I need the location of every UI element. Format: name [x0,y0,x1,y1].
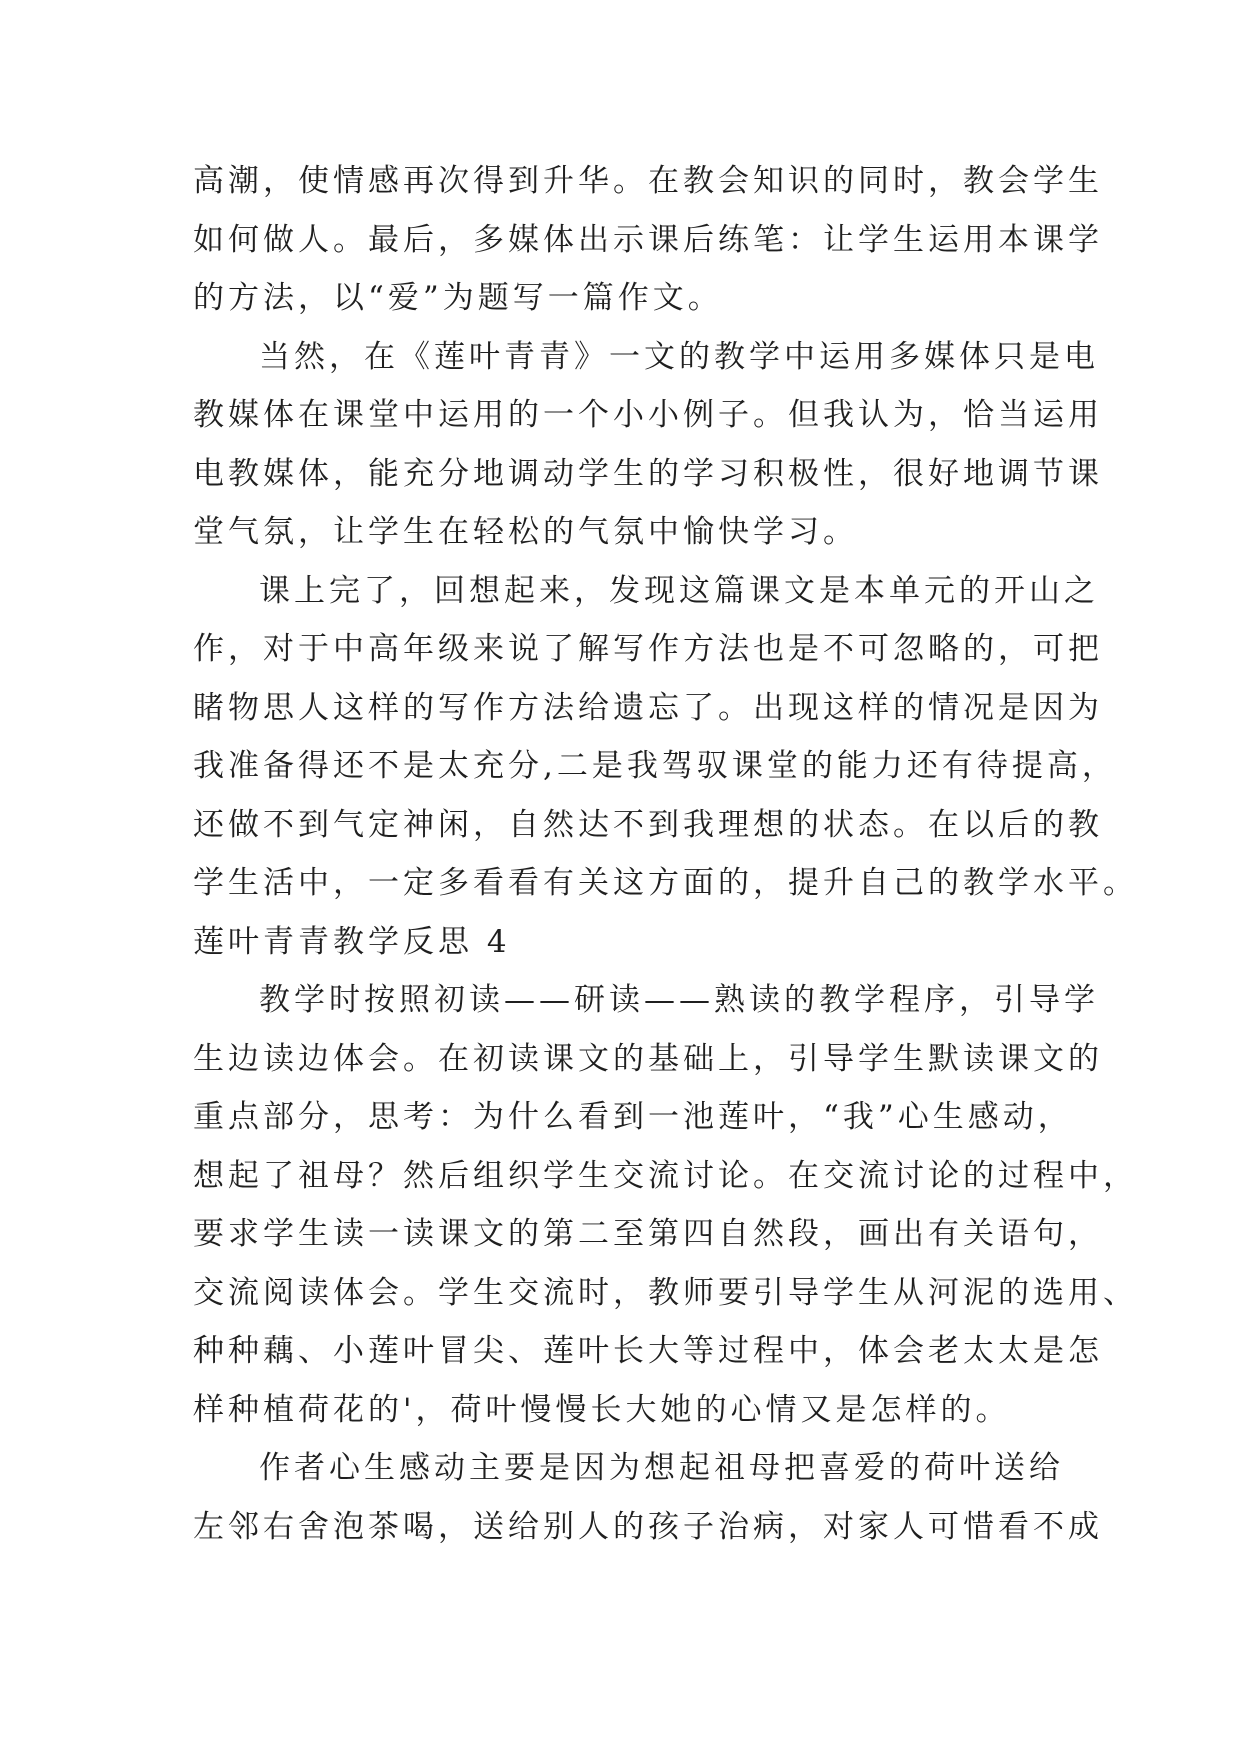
text-line: 左邻右舍泡茶喝，送给别人的孩子治病，对家人可惜看不成 [193,1508,1103,1545]
paragraph-first-line: 教学时按照初读——研读——熟读的教学程序，引导学 [259,982,1099,1018]
text-line: 交流阅读体会。学生交流时，教师要引导学生从河泥的选用、 [193,1274,1138,1311]
text-line: 电教媒体，能充分地调动学生的学习积极性，很好地调节课 [193,455,1103,492]
text-line: 重点部分，思考：为什么看到一池莲叶，“我”心生感动， [193,1099,1073,1135]
text-line: 样种植荷花的'，荷叶慢慢长大她的心情又是怎样的。 [193,1391,1011,1428]
text-line: 要求学生读一读课文的第二至第四自然段，画出有关语句， [193,1216,1103,1252]
text-line: 教媒体在课堂中运用的一个小小例子。但我认为，恰当运用 [193,397,1103,433]
text-line: 还做不到气定神闲，自然达不到我理想的状态。在以后的教 [193,806,1103,843]
text-line: 作，对于中高年级来说了解写作方法也是不可忽略的，可把 [193,631,1103,667]
text-line: 如何做人。最后，多媒体出示课后练笔：让学生运用本课学 [193,221,1103,258]
text-line: 种种藕、小莲叶冒尖、莲叶长大等过程中，体会老太太是怎 [193,1333,1103,1369]
text-line: 高潮，使情感再次得到升华。在教会知识的同时，教会学生 [193,163,1103,199]
paragraph-first-line: 作者心生感动主要是因为想起祖母把喜爱的荷叶送给 [259,1450,1064,1486]
text-line: 想起了祖母？然后组织学生交流讨论。在交流讨论的过程中， [193,1157,1138,1194]
text-line: 学生活中，一定多看看有关这方面的，提升自己的教学水平。 [193,865,1138,901]
text-line: 生边读边体会。在初读课文的基础上，引导学生默读课文的 [193,1040,1103,1077]
paragraph-first-line: 当然，在《莲叶青青》一文的教学中运用多媒体只是电 [259,338,1099,375]
section-heading: 莲叶青青教学反思 4 [193,923,511,960]
body-text [193,152,1138,1556]
text-line: 睹物思人这样的写作方法给遗忘了。出现这样的情况是因为 [193,689,1103,726]
text-line: 堂气氛，让学生在轻松的气氛中愉快学习。 [193,514,858,550]
paragraph-first-line: 课上完了，回想起来，发现这篇课文是本单元的开山之 [259,572,1099,609]
text-line: 我准备得还不是太充分,二是我驾驭课堂的能力还有待提高， [193,748,1117,784]
text-line: 的方法，以“爱”为题写一篇作文。 [193,280,723,316]
